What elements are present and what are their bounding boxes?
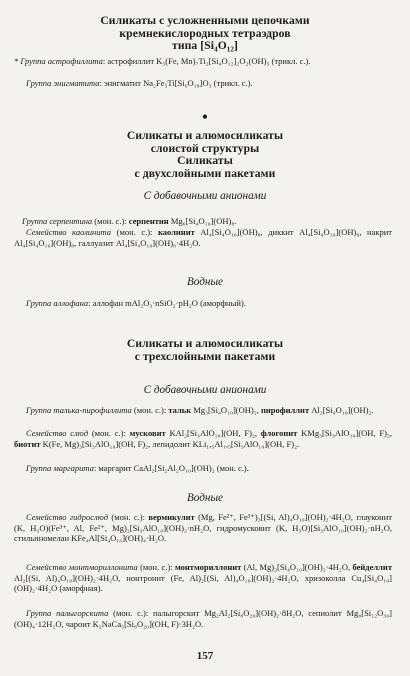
- serpentine-formula: Mg₆[Si₄O₁₀](OH)₈.: [168, 216, 237, 226]
- hydromica-text: (Mg, Fe²⁺, Fe³⁺)₃[(Si, Al)₄O₁₀](OH)₂·4H₂O, глауконит (K, H₃O)(Fe³⁺, Al, Fe²⁺, Mg)₂[Si₃AlO₁₀](OH)₂·nH₂O, гидромусковит (K, H₃O)[Si₃AlO₁₀](OH)₂·nH₂O, стильпномелан KFe₄Al[Si₄O₁₀](OH)₄·H₂O.: [14, 512, 392, 544]
- talc-mineral: тальк: [168, 405, 192, 415]
- section3-subheading-anions: С добавочными анионами: [143, 384, 267, 396]
- montmorillonite-family-label: Семейство монтмориллонита: [26, 562, 138, 572]
- beidellite-text: Al₂[(Si, Al)₄O₁₀](OH)₂·4H₂O, нонтронит (Fe, Al)₂[(Si, Al)₄O₁₀](OH)₂·4H₂O, хризоколла Cu₄[Si₄O₁₀](OH)₂·4H₂O (аморфная).: [14, 572, 392, 594]
- muscovite-formula: KAl₂[Si₃AlO₁₀](OH, F)₂,: [165, 428, 261, 438]
- biotite-mineral: биотит: [14, 438, 41, 449]
- kaolinite-family-paragraph: [14, 227, 392, 248]
- mica-family-label: Семейство слюд: [26, 428, 89, 438]
- section2-title-line4: с двухслойными пакетами: [134, 166, 276, 180]
- palygorskite-group-label: Группа палыгорскита: [26, 608, 109, 618]
- hydromica-mid: (мон. с.):: [108, 512, 149, 522]
- phlogopite-mineral: флогопит: [260, 428, 298, 438]
- montmorillonite-mineral: монтмориллонит: [174, 562, 242, 572]
- astrophyllite-group-label: * Группа астрофиллита: [14, 56, 103, 66]
- palygorskite-group-paragraph: [14, 608, 392, 629]
- hydromica-family-paragraph: [14, 512, 392, 544]
- page-number: 157: [196, 650, 214, 662]
- section2-title: [0, 130, 410, 180]
- margarite-group-text: : маргарит CaAl₂[Si₂Al₂O₁₀](OH)₂ (мон. с.).: [93, 463, 249, 473]
- astrophyllite-group-paragraph: [14, 56, 392, 67]
- serpentine-mineral: серпентин: [128, 216, 169, 226]
- allophane-group-label: Группа аллофана: [26, 298, 89, 308]
- section2-title-line3: Силикаты: [177, 154, 233, 168]
- montmorillonite-formula: (Al, Mg)₂[Si₄O₁₀](OH)₂·4H₂O,: [241, 562, 353, 572]
- kaolinite-text: Al₄[Si₄O₁₀](OH)₈, диккит Al₄[Si₄O₁₀](OH)₈, накрит Al₄[Si₄O₁₀](OH)₈, галлуазит Al₄[Si₄O₁₀](OH)₈·4H₂O.: [14, 227, 392, 248]
- hydromica-family-label: Семейство гидрослюд: [26, 512, 108, 522]
- section1-title-line3: типа [Si₄O₁₂]: [172, 39, 238, 53]
- serpentine-group-label: Группа серпентина: [22, 216, 93, 226]
- pyrophyllite-formula: Al₂[Si₄O₁₀](OH)₂.: [309, 405, 374, 415]
- montmorillonite-family-paragraph: [14, 562, 392, 594]
- section1-title-line2: кремнекислородных тетраэдров: [119, 26, 291, 40]
- vermiculite-mineral: вермикулит: [148, 512, 195, 522]
- margarite-group-paragraph: [26, 463, 392, 474]
- talc-mid: (мон. с.):: [131, 405, 169, 415]
- aenigmatite-group-paragraph: [26, 78, 392, 89]
- astrophyllite-group-text: : астрофиллит K₃(Fe, Mn)₇Ti₂[Si₄O₁₂]₂O₂(OH)₅ (трикл. с.).: [102, 56, 311, 66]
- section2-subheading-anions: С добавочными анионами: [143, 190, 267, 202]
- section3-title: [0, 338, 410, 363]
- section-separator-mark: •: [201, 110, 209, 124]
- allophane-group-paragraph: [26, 298, 392, 309]
- section1-title: [0, 15, 410, 53]
- section2-title-line1: Силикаты и алюмосиликаты: [126, 129, 284, 142]
- section2-subheading-aqueous: Водные: [186, 276, 224, 288]
- section1-title-line1: Силикаты с усложненными цепочками: [100, 14, 310, 27]
- lepidolite-text: лепидолит KLi₁,₅Al₁,₅[Si₃AlO₁₀](OH, F)₂.: [152, 438, 300, 449]
- margarite-group-label: Группа маргарита: [26, 463, 94, 473]
- talc-pyrophyllite-group-paragraph: [14, 405, 392, 416]
- mica-family-paragraph: [14, 428, 392, 449]
- biotite-formula: K(Fe, Mg)₃[Si₃AlO₁₀](OH, F)₂,: [40, 438, 153, 449]
- kaolinite-mid: (мон. с.):: [111, 227, 158, 237]
- muscovite-mineral: мусковит: [129, 428, 166, 438]
- serpentine-mid: (мон. с.):: [92, 216, 129, 226]
- aenigmatite-group-label: Группа энигматита: [26, 78, 100, 88]
- talc-group-label: Группа талька-пирофиллита: [26, 405, 132, 415]
- kaolinite-mineral: каолинит: [157, 227, 195, 237]
- phlogopite-formula: KMg₃[Si₃AlO₁₀](OH, F)₂,: [297, 428, 392, 438]
- pyrophyllite-mineral: пирофиллит: [260, 405, 310, 415]
- aenigmatite-group-text: : энигматит Na₂Fe₅Ti[Si₆O₁₈]O₃ (трикл. с.).: [99, 78, 253, 88]
- montmorillonite-mid: (мон. с.):: [137, 562, 175, 572]
- mica-mid: (мон. с.):: [88, 428, 130, 438]
- talc-formula: Mg₃[Si₄O₁₀](OH)₂,: [191, 405, 261, 415]
- allophane-group-text: : аллофан mAl₂O₃·nSiO₂·pH₂O (аморфный).: [88, 298, 246, 308]
- section2-title-line2: слоистой структуры: [150, 141, 260, 155]
- kaolinite-family-label: Семейство каолинита: [26, 227, 112, 237]
- beidellite-mineral: бейделлит: [352, 562, 392, 572]
- section3-subheading-aqueous: Водные: [186, 492, 224, 504]
- section3-title-line1: Силикаты и алюмосиликаты: [126, 337, 284, 350]
- section3-title-line2: с трехслойными пакетами: [134, 349, 276, 363]
- serpentine-group-paragraph: [22, 216, 392, 227]
- palygorskite-group-text: (мон. с.): палыгорскит Mg₂Al₂[Si₈O₂₀](OH)₂·8H₂O, сепиолит Mg₈[Si₁₂O₃₀](OH)₄·12H₂O, чароит K₂NaCa₅[Si₈O₂₀](OH, F)·3H₂O.: [14, 608, 392, 629]
